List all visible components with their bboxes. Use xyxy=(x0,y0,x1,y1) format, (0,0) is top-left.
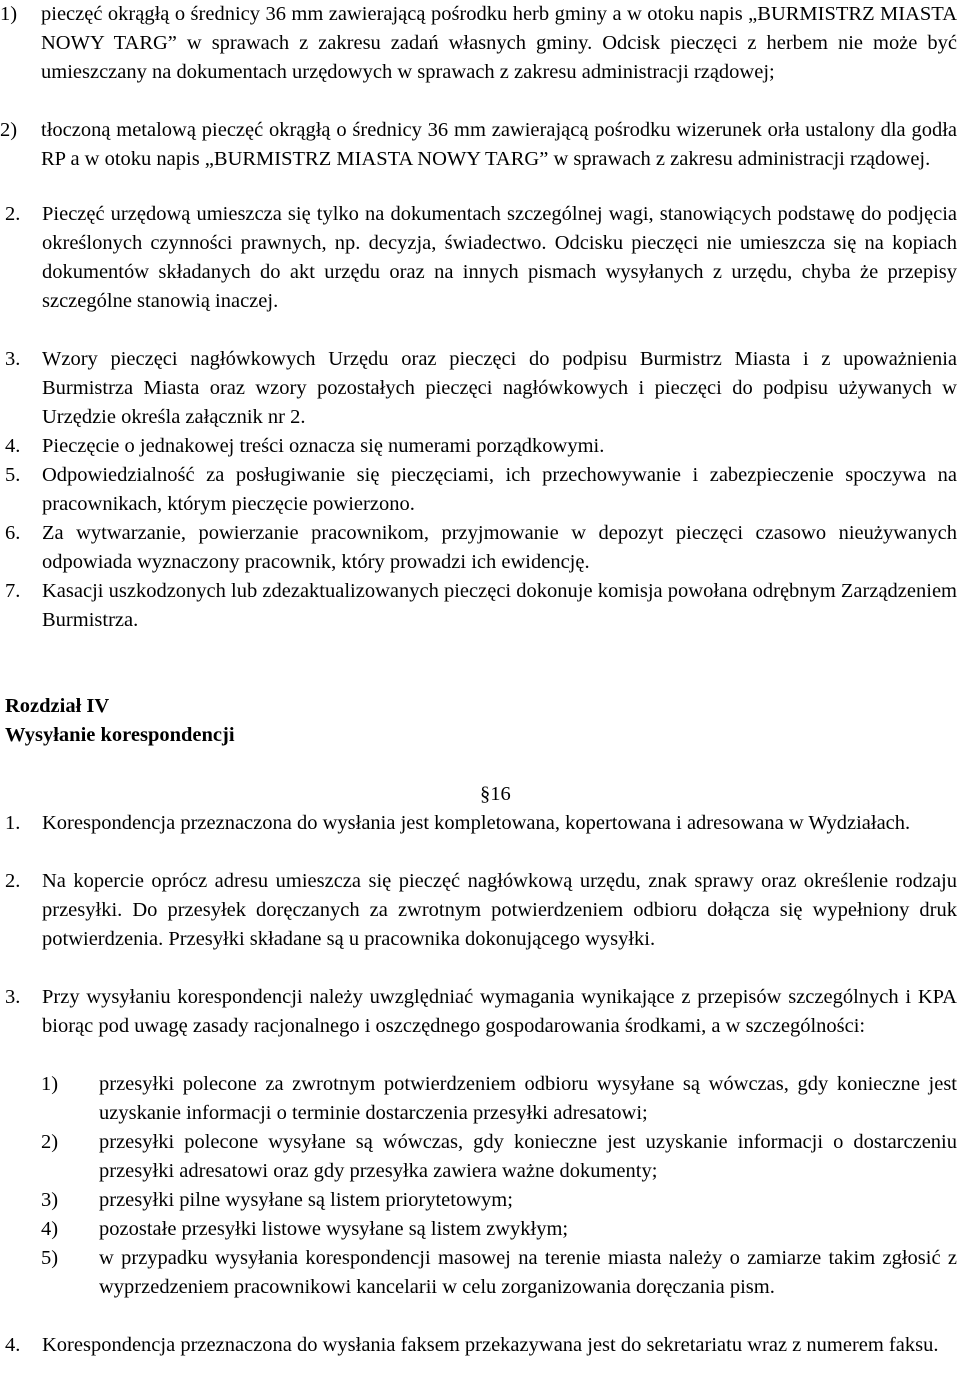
list-item xyxy=(5,432,957,461)
list-item-number: 4) xyxy=(41,1218,59,1240)
list-item xyxy=(5,983,957,1041)
list-item-number: 2. xyxy=(5,203,21,225)
list-item-text: Za wytwarzanie, powierzanie pracownikom, przyjmowanie w depozyt pieczęci czasowo nieużywanych odpowiada wyznaczony pracownik, który prowadzi ich ewidencję. xyxy=(42,522,957,573)
list-item-number: 3) xyxy=(41,1189,59,1211)
list-item xyxy=(5,200,957,316)
list-item-text: pozostałe przesyłki listowe wysyłane są listem zwykłym; xyxy=(99,1218,569,1240)
list-item-text: Odpowiedzialność za posługiwanie się pieczęciami, ich przechowywanie i zabezpieczenie spoczywa na pracownikach, którym pieczęcie powierzono. xyxy=(42,464,957,515)
list-item-number: 3. xyxy=(5,986,21,1008)
list-item-number: 5) xyxy=(41,1247,59,1269)
list-item xyxy=(5,461,957,519)
list-item-number: 1. xyxy=(5,812,21,834)
sub-list-item xyxy=(41,1244,957,1302)
chapter-subtitle: Wysyłanie korespondencji xyxy=(5,724,235,746)
sub-list-item xyxy=(41,1128,957,1186)
list-item-number: 2. xyxy=(5,870,21,892)
list-item xyxy=(5,519,957,577)
list-item-number: 3. xyxy=(5,348,21,370)
list-item-text: Kasacji uszkodzonych lub zdezaktualizowanych pieczęci dokonuje komisja powołana odrębnym Zarządzeniem Burmistrza. xyxy=(42,580,957,631)
list-item xyxy=(0,0,957,87)
list-item-text: przesyłki polecone wysyłane są wówczas, gdy konieczne jest uzyskanie informacji o dostarczeniu przesyłki adresatowi oraz gdy przesyłka zawiera ważne dokumenty; xyxy=(99,1131,957,1182)
list-item-text: Korespondencja przeznaczona do wysłania faksem przekazywana jest do sekretariatu wraz z numerem faksu. xyxy=(42,1334,939,1356)
list-item-text: przesyłki pilne wysyłane są listem priorytetowym; xyxy=(99,1189,513,1211)
list-item xyxy=(5,867,957,954)
list-item-text: w przypadku wysyłania korespondencji masowej na terenie miasta należy o zamiarze takim zgłosić z wyprzedzeniem pracownikowi kancelarii w celu zorganizowania doręczania pism. xyxy=(99,1247,957,1298)
list-item-text: Wzory pieczęci nagłówkowych Urzędu oraz pieczęci do podpisu Burmistrz Miasta i z upoważnienia Burmistrza Miasta oraz wzory pozostałych pieczęci nagłówkowych i pieczęci do podpisu używanych w Urzędzie określa załącznik nr 2. xyxy=(42,348,957,428)
list-item-number: 4. xyxy=(5,435,21,457)
list-item xyxy=(5,1331,957,1360)
sub-list-item xyxy=(41,1070,957,1128)
list-item-number: 6. xyxy=(5,522,21,544)
list-item-text: Pieczęcie o jednakowej treści oznacza się numerami porządkowymi. xyxy=(42,435,605,457)
sub-list-item xyxy=(41,1215,957,1244)
section-sign-icon: § xyxy=(480,783,491,805)
list-item-number: 1) xyxy=(41,1073,59,1095)
list-item-number: 5. xyxy=(5,464,21,486)
list-item-number: 2) xyxy=(0,119,18,141)
section-mark xyxy=(480,780,540,809)
list-item-number: 2) xyxy=(41,1131,59,1153)
list-item xyxy=(5,809,957,838)
list-item xyxy=(0,116,957,174)
list-item-number: 7. xyxy=(5,580,21,602)
list-item-text: Korespondencja przeznaczona do wysłania jest kompletowana, kopertowana i adresowana w Wydziałach. xyxy=(42,812,911,834)
list-item-text: przesyłki polecone za zwrotnym potwierdzeniem odbioru wysyłane są wówczas, gdy konieczne jest uzyskanie informacji o terminie dostarczenia przesyłki adresatowi; xyxy=(99,1073,957,1124)
list-item-text: pieczęć okrągłą o średnicy 36 mm zawierającą pośrodku herb gminy a w otoku napis „BURMISTRZ MIASTA NOWY TARG” w sprawach z zakresu zadań własnych gminy. Odcisk pieczęci z herbem nie może być umieszczany na dokumentach urzędowych w sprawach z zakresu administracji rządowej; xyxy=(41,3,957,83)
list-item-text: Pieczęć urzędową umieszcza się tylko na dokumentach szczególnej wagi, stanowiących podstawę do podjęcia określonych czynności prawnych, np. decyzja, świadectwo. Odcisku pieczęci nie umieszcza się na kopiach dokumentów składanych do akt urzędu oraz na innych pismach wysyłanych z urzędu, chyba że przepisy szczególne stanowią inaczej. xyxy=(42,203,957,312)
list-item-number: 1) xyxy=(0,3,18,25)
list-item xyxy=(5,577,957,635)
list-item-text: Na kopercie oprócz adresu umieszcza się pieczęć nagłówkową urzędu, znak sprawy oraz określenie rodzaju przesyłki. Do przesyłek doręczanych za zwrotnym potwierdzeniem odbioru dołącza się wypełniony druk potwierdzenia. Przesyłki składane są u pracownika dokonującego wysyłki. xyxy=(42,870,957,950)
list-item-text: tłoczoną metalową pieczęć okrągłą o średnicy 36 mm zawierającą pośrodku wizerunek orła ustalony dla godła RP a w otoku napis „BURMISTRZ MIASTA NOWY TARG” w sprawach z zakresu administracji rządowej. xyxy=(41,119,957,170)
chapter-title: Rozdział IV xyxy=(5,695,110,717)
list-item-text: Przy wysyłaniu korespondencji należy uwzględniać wymagania wynikające z przepisów szczególnych i KPA biorąc pod uwagę zasady racjonalnego i oszczędnego gospodarowania środkami, a w szczególności: xyxy=(42,986,957,1037)
sub-list-item xyxy=(41,1186,957,1215)
list-item-number: 4. xyxy=(5,1334,21,1356)
section-number: 16 xyxy=(490,783,511,805)
list-item xyxy=(5,345,957,432)
